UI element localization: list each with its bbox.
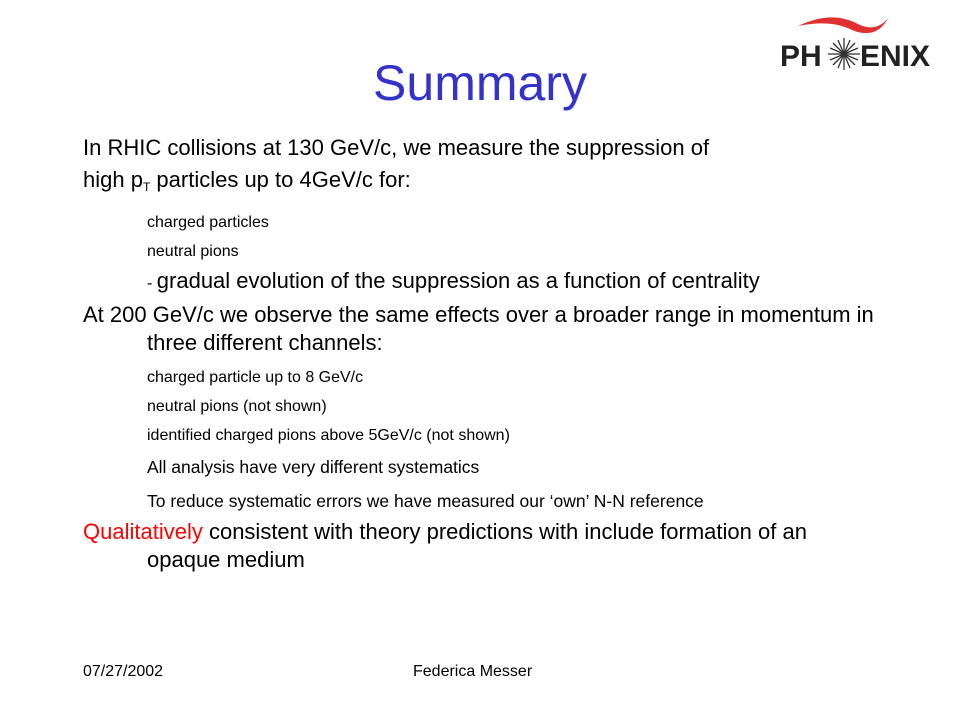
note-reference: To reduce systematic errors we have measured our ‘own’ N-N reference <box>147 491 704 511</box>
footer-date: 07/27/2002 <box>83 663 164 680</box>
slide-body <box>83 132 883 574</box>
footer-author: Federica Messer <box>413 663 533 680</box>
list-item: identified charged pions above 5GeV/c (not shown) <box>147 427 510 444</box>
note-systematics: All analysis have very different systematics <box>147 457 480 477</box>
paragraph-130gev-line1: In RHIC collisions at 130 GeV/c, we measure the suppression of <box>83 135 710 160</box>
logo-swoosh <box>798 17 888 33</box>
list-item: neutral pions <box>147 243 239 260</box>
logo-text-left: PH <box>780 40 822 72</box>
slide-title: Summary <box>373 55 587 111</box>
list-item-gradual: - gradual evolution of the suppression as a function of centrality <box>147 268 760 293</box>
paragraph-130gev-line2: high pT particles up to 4GeV/c for: <box>83 167 411 194</box>
list-item: neutral pions (not shown) <box>147 398 327 415</box>
list-item: charged particle up to 8 GeV/c <box>147 369 364 386</box>
highlight-qualitatively: Qualitatively <box>83 519 203 544</box>
list-item: charged particles <box>147 214 269 231</box>
paragraph-200gev: At 200 GeV/c we observe the same effects over a broader range in momentum in three different channels: <box>83 302 874 355</box>
paragraph-qualitatively: Qualitatively consistent with theory predictions with include formation of an opaque medium <box>83 519 807 572</box>
logo-text-right: ENIX <box>860 40 931 72</box>
